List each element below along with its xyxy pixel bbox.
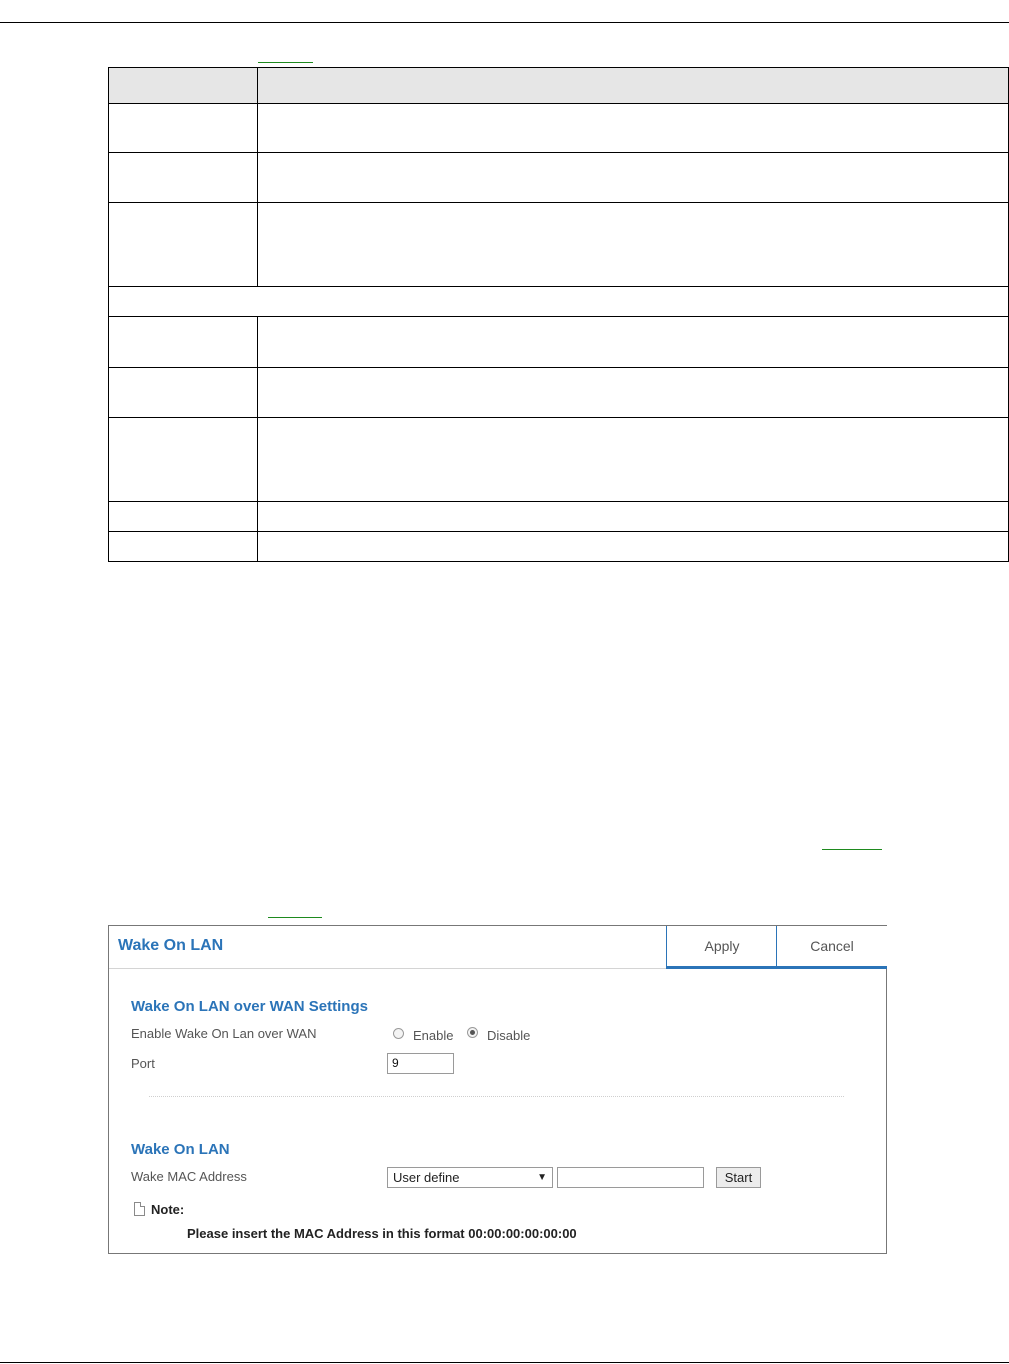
table-row <box>109 153 1009 203</box>
panel-header <box>109 926 886 969</box>
cancel-button[interactable]: Cancel <box>776 926 887 969</box>
disable-radio-label[interactable]: Disable <box>487 1028 531 1043</box>
table-cell <box>109 68 258 104</box>
wake-on-lan-section-title: Wake On LAN <box>131 1141 230 1158</box>
table-row <box>109 532 1009 562</box>
table-cell <box>258 532 1009 562</box>
table-cell <box>109 104 258 153</box>
table-cell <box>109 287 1009 317</box>
table-cell <box>258 502 1009 532</box>
dropdown-arrow-icon: ▼ <box>537 1172 547 1183</box>
port-label: Port <box>131 1056 155 1071</box>
page-header-rule <box>0 22 1009 23</box>
table-row <box>109 418 1009 502</box>
table-cell <box>109 418 258 502</box>
cross-reference-link[interactable] <box>268 917 322 918</box>
table-section-row <box>109 287 1009 317</box>
mac-address-input[interactable] <box>557 1167 704 1188</box>
note-label: Note: <box>151 1202 185 1217</box>
table-row <box>109 502 1009 532</box>
table-row <box>109 203 1009 287</box>
table-row <box>109 317 1009 368</box>
mac-address-select-value: User define <box>393 1170 460 1185</box>
table-cell <box>258 203 1009 287</box>
table-cell <box>109 203 258 287</box>
table-cell <box>258 368 1009 418</box>
section-divider <box>149 1096 844 1097</box>
table-cell <box>109 502 258 532</box>
note-text: Please insert the MAC Address in this format 00:00:00:00:00:00 <box>187 1226 577 1241</box>
cross-reference-link[interactable] <box>258 62 313 63</box>
note-document-icon <box>134 1202 145 1216</box>
table-cell <box>258 317 1009 368</box>
table-header-row <box>109 68 1009 104</box>
enable-wol-wan-label: Enable Wake On Lan over WAN <box>131 1026 317 1041</box>
table-cell <box>258 68 1009 104</box>
panel-title: Wake On LAN <box>118 937 224 954</box>
table-cell <box>258 104 1009 153</box>
start-button[interactable]: Start <box>716 1167 761 1188</box>
port-input[interactable]: 9 <box>387 1053 454 1074</box>
enable-radio-label[interactable]: Enable <box>413 1028 454 1043</box>
table-row <box>109 104 1009 153</box>
page-footer-rule <box>0 1362 1009 1363</box>
disable-radio[interactable] <box>467 1027 478 1038</box>
table-cell <box>109 532 258 562</box>
table-cell <box>109 368 258 418</box>
table-cell <box>109 317 258 368</box>
mac-address-select[interactable] <box>387 1167 553 1188</box>
wake-on-lan-panel <box>108 925 887 1254</box>
wan-settings-title: Wake On LAN over WAN Settings <box>131 998 368 1015</box>
table-cell <box>258 153 1009 203</box>
enable-radio[interactable] <box>393 1028 404 1039</box>
cross-reference-link[interactable] <box>822 849 882 850</box>
reference-table <box>108 67 1009 562</box>
apply-button[interactable]: Apply <box>666 926 777 969</box>
wake-mac-address-label: Wake MAC Address <box>131 1169 247 1184</box>
table-cell <box>109 153 258 203</box>
table-row <box>109 368 1009 418</box>
table-cell <box>258 418 1009 502</box>
